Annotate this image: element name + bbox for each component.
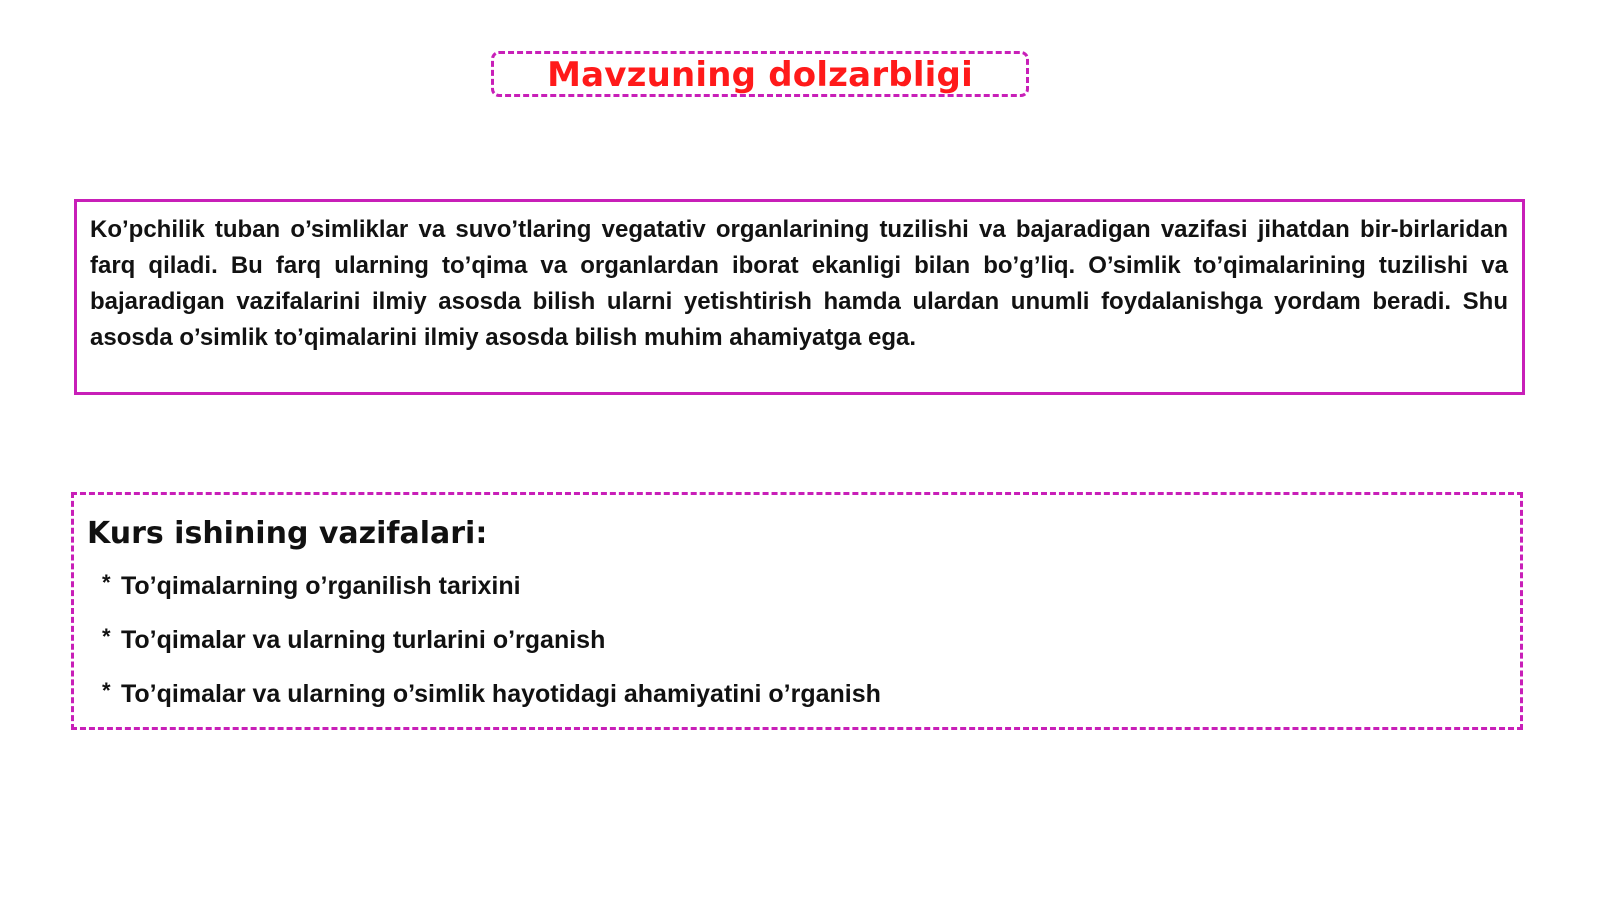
page-title: Mavzuning dolzarbligi [547,54,973,95]
relevance-paragraph: Ko’pchilik tuban o’simliklar va suvo’tlaring vegatativ organlarining tuzilishi va bajaradigan vazifasi jihatdan bir-birlaridan farq qiladi. Bu farq ularning to’qima va organlardan iborat ekanligi bilan bo’g’liq. O’simlik to’qimalarining tuzilishi va bajaradigan vazifalarini ilmiy asosda bilish ularni yetishtirish hamda ulardan unumli foydalanishga yordam beradi. Shu asosda o’simlik to’qimalarini ilmiy asosda bilish muhim ahamiyatga ega. [90,216,1508,351]
task-item [102,625,1520,679]
bullet-marker: * [102,570,111,595]
title-box [491,51,1029,97]
tasks-box [71,492,1523,730]
tasks-list [87,571,1520,733]
task-text: To’qimalar va ularning turlarini o’rganish [121,626,606,654]
task-item [102,679,1520,733]
relevance-box [74,199,1525,395]
tasks-heading: Kurs ishining vazifalari: [87,516,488,551]
task-text: To’qimalarning o’rganilish tarixini [121,572,521,600]
bullet-marker: * [102,678,111,703]
bullet-marker: * [102,624,111,649]
task-item [102,571,1520,625]
task-text: To’qimalar va ularning o’simlik hayotidagi ahamiyatini o’rganish [121,680,881,708]
